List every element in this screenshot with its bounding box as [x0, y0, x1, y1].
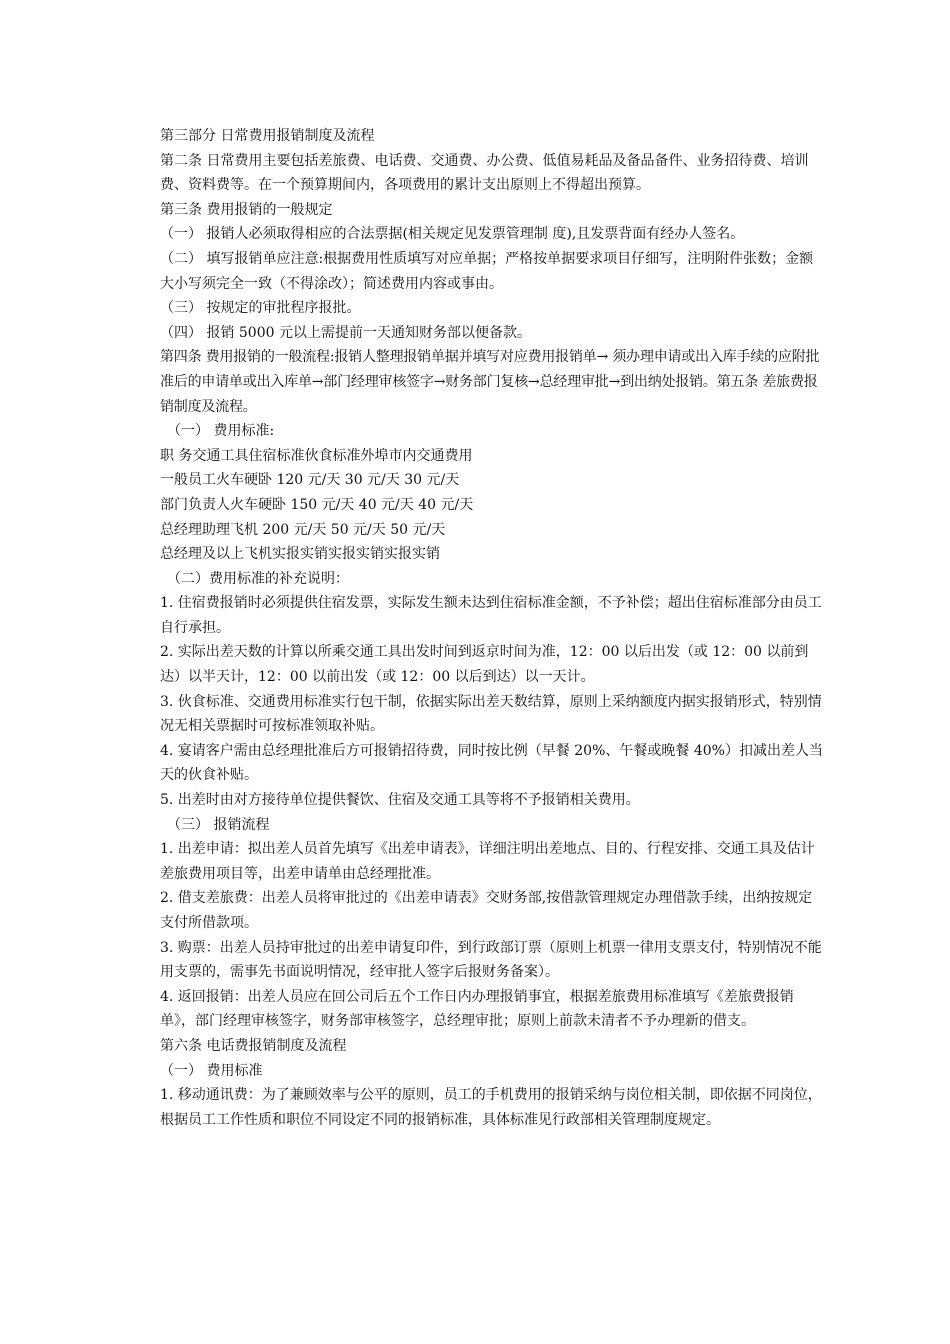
standard-row-gm-assistant: 总经理助理飞机 200 元/天 50 元/天 50 元/天 — [160, 521, 446, 538]
process-item-3: 3. 购票：出差人员持审批过的出差申请复印件，到行政部订票（原则上机票一律用支票支付，特别情况不能用支票的，需事先书面说明情况，经审批人签字后报财务备案）。 — [160, 939, 822, 981]
standard-row-staff: 一般员工火车硬卧 120 元/天 30 元/天 30 元/天 — [160, 472, 460, 489]
rule-item-1: （一） 报销人必须取得相应的合法票据(相关规定见发票管理制 度),且发票背面有经办人签名。 — [160, 226, 745, 243]
article-4-flow: 第四条 费用报销的一般流程:报销人整理报销单据并填写对应费用报销单→ 须办理申请或出入库手续的应附批准后的申请单或出入库单→部门经理审核签字→财务部门复核→总经理审批→到出纳处报销。第五条 差旅费报销制度及流程。 — [160, 349, 820, 415]
document-body — [140, 124, 825, 1132]
phone-standard-heading: （一） 费用标准 — [160, 1062, 263, 1079]
process-item-1: 1. 出差申请：拟出差人员首先填写《出差申请表》，详细注明出差地点、目的、行程安排、交通工具及估计差旅费用项目等，出差申请单由总经理批准。 — [160, 841, 815, 882]
supplement-item-1: 1. 住宿费报销时必须提供住宿发票，实际发生额未达到住宿标准金额，不予补偿；超出住宿标准部分由员工自行承担。 — [160, 595, 822, 636]
standard-row-gm: 总经理及以上飞机实报实销实报实销实报实销 — [160, 546, 440, 563]
process-heading: （三） 报销流程 — [167, 816, 270, 833]
rule-item-3: （三） 按规定的审批程序报批。 — [160, 300, 361, 317]
rule-item-4: （四） 报销 5000 元以上需提前一天通知财务部以便备款。 — [160, 324, 531, 341]
standard-table-header: 职 务交通工具住宿标准伙食标准外埠市内交通费用 — [160, 447, 473, 464]
process-item-2: 2. 借支差旅费：出差人员将审批过的《出差申请表》交财务部,按借款管理规定办理借款手续，出纳按规定支付所借款项。 — [160, 890, 813, 931]
rule-item-2: （二） 填写报销单应注意:根据费用性质填写对应单据；严格按单据要求项目仔细写，注明附件张数；金额大小写须完全一致（不得涂改）；简述费用内容或事由。 — [160, 250, 814, 292]
process-item-4: 4. 返回报销：出差人员应在回公司后五个工作日内办理报销事宜，根据差旅费用标准填写《差旅费报销单》，部门经理审核签字，财务部审核签字，总经理审批；原则上前款未清者不予办理新的借支。 — [160, 988, 794, 1030]
article-3-heading: 第三条 费用报销的一般规定 — [160, 201, 333, 218]
supplement-item-5: 5. 出差时由对方接待单位提供餐饮、住宿及交通工具等将不予报销相关费用。 — [160, 792, 640, 809]
section-heading: 第三部分 日常费用报销制度及流程 — [160, 128, 375, 144]
expense-standard-heading: （一） 费用标准: — [167, 423, 275, 440]
article-2: 第二条 日常费用主要包括差旅费、电话费、交通费、办公费、低值易耗品及备品备件、业务招待费、培训费、资料费等。在一个预算期间内，各项费用的累计支出原则上不得超出预算。 — [160, 152, 809, 194]
standard-row-dept-head: 部门负责人火车硬卧 150 元/天 40 元/天 40 元/天 — [160, 496, 474, 513]
supplement-heading: （二）费用标准的补充说明： — [167, 570, 349, 587]
article-6-heading: 第六条 电话费报销制度及流程 — [160, 1037, 347, 1054]
phone-item-1: 1. 移动通讯费：为了兼顾效率与公平的原则，员工的手机费用的报销采纳与岗位相关制，即依据不同岗位，根据员工工作性质和职位不同设定不同的报销标准，具体标准见行政部相关管理制度规定。 — [160, 1087, 822, 1128]
supplement-item-3: 3. 伙食标准、交通费用标准实行包干制，依据实际出差天数结算，原则上采纳额度内据实报销形式，特别情况无相关票据时可按标准领取补贴。 — [160, 693, 822, 735]
supplement-item-4: 4. 宴请客户需由总经理批准后方可报销招待费，同时按比例（早餐 20%、午餐或晚餐 40%）扣减出差人当天的伙食补贴。 — [160, 742, 823, 784]
supplement-item-2: 2. 实际出差天数的计算以所乘交通工具出发时间到返京时间为准，12：00 以后出发（或 12：00 以前到达）以半天计，12：00 以前出发（或 12：00 以后到达）以一天计。 — [160, 644, 809, 686]
